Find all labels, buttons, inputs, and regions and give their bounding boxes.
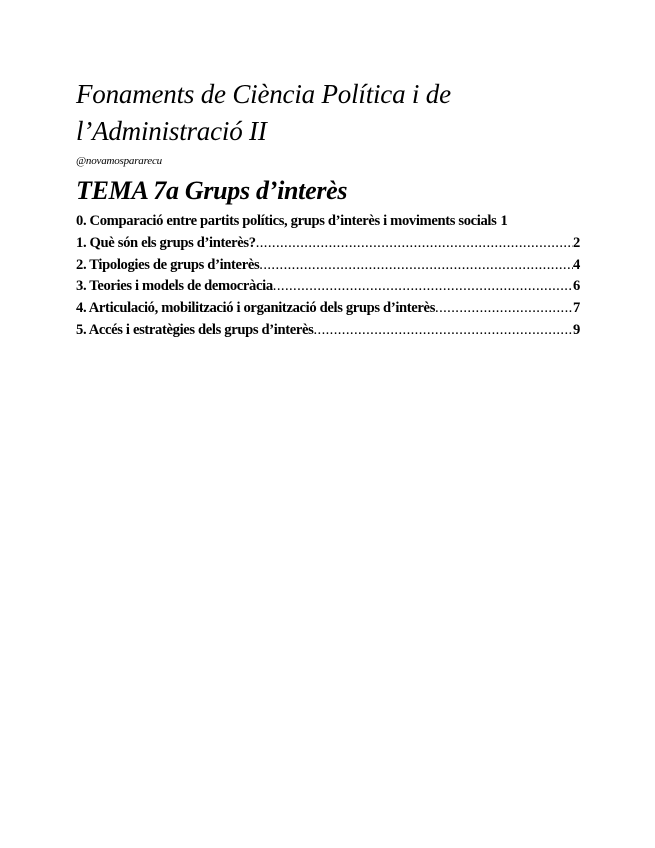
document-title bbox=[76, 76, 576, 150]
toc-entry-label: 4. Articulació, mobilització i organització dels grups d’interès bbox=[76, 300, 436, 317]
table-of-contents bbox=[76, 213, 580, 344]
document-title-line-2: l’Administració II bbox=[76, 116, 267, 146]
toc-dot-leader bbox=[256, 235, 573, 252]
document-title-line-1: Fonaments de Ciència Política i de bbox=[76, 79, 451, 109]
toc-dot-leader bbox=[273, 278, 573, 295]
toc-entry-label: 5. Accés i estratègies dels grups d’interès bbox=[76, 321, 314, 338]
toc-entry-page: 9 bbox=[573, 321, 580, 338]
author-handle: @novamospararecu bbox=[76, 155, 162, 167]
toc-entry-page: 1 bbox=[500, 213, 508, 229]
toc-dot-leader bbox=[435, 300, 573, 317]
toc-entry-label: 0. Comparació entre partits polítics, grups d’interès i moviments socials bbox=[76, 213, 497, 229]
toc-entry-5[interactable] bbox=[76, 322, 580, 344]
toc-dot-leader bbox=[259, 257, 573, 274]
toc-entry-page: 2 bbox=[573, 234, 580, 251]
toc-entry-1[interactable] bbox=[76, 235, 580, 257]
toc-entry-page: 6 bbox=[573, 278, 580, 295]
toc-entry-label: 1. Què són els grups d’interès? bbox=[76, 234, 256, 251]
toc-entry-2[interactable] bbox=[76, 257, 580, 279]
toc-entry-0[interactable] bbox=[76, 213, 580, 235]
toc-dot-leader bbox=[313, 322, 573, 339]
toc-entry-3[interactable] bbox=[76, 278, 580, 300]
toc-entry-page: 4 bbox=[573, 256, 580, 273]
toc-entry-label: 3. Teories i models de democràcia bbox=[76, 278, 273, 295]
topic-title: TEMA 7a Grups d’interès bbox=[76, 176, 348, 205]
toc-entry-4[interactable] bbox=[76, 300, 580, 322]
toc-entry-label: 2. Tipologies de grups d’interès bbox=[76, 256, 260, 273]
toc-entry-page: 7 bbox=[573, 300, 580, 317]
